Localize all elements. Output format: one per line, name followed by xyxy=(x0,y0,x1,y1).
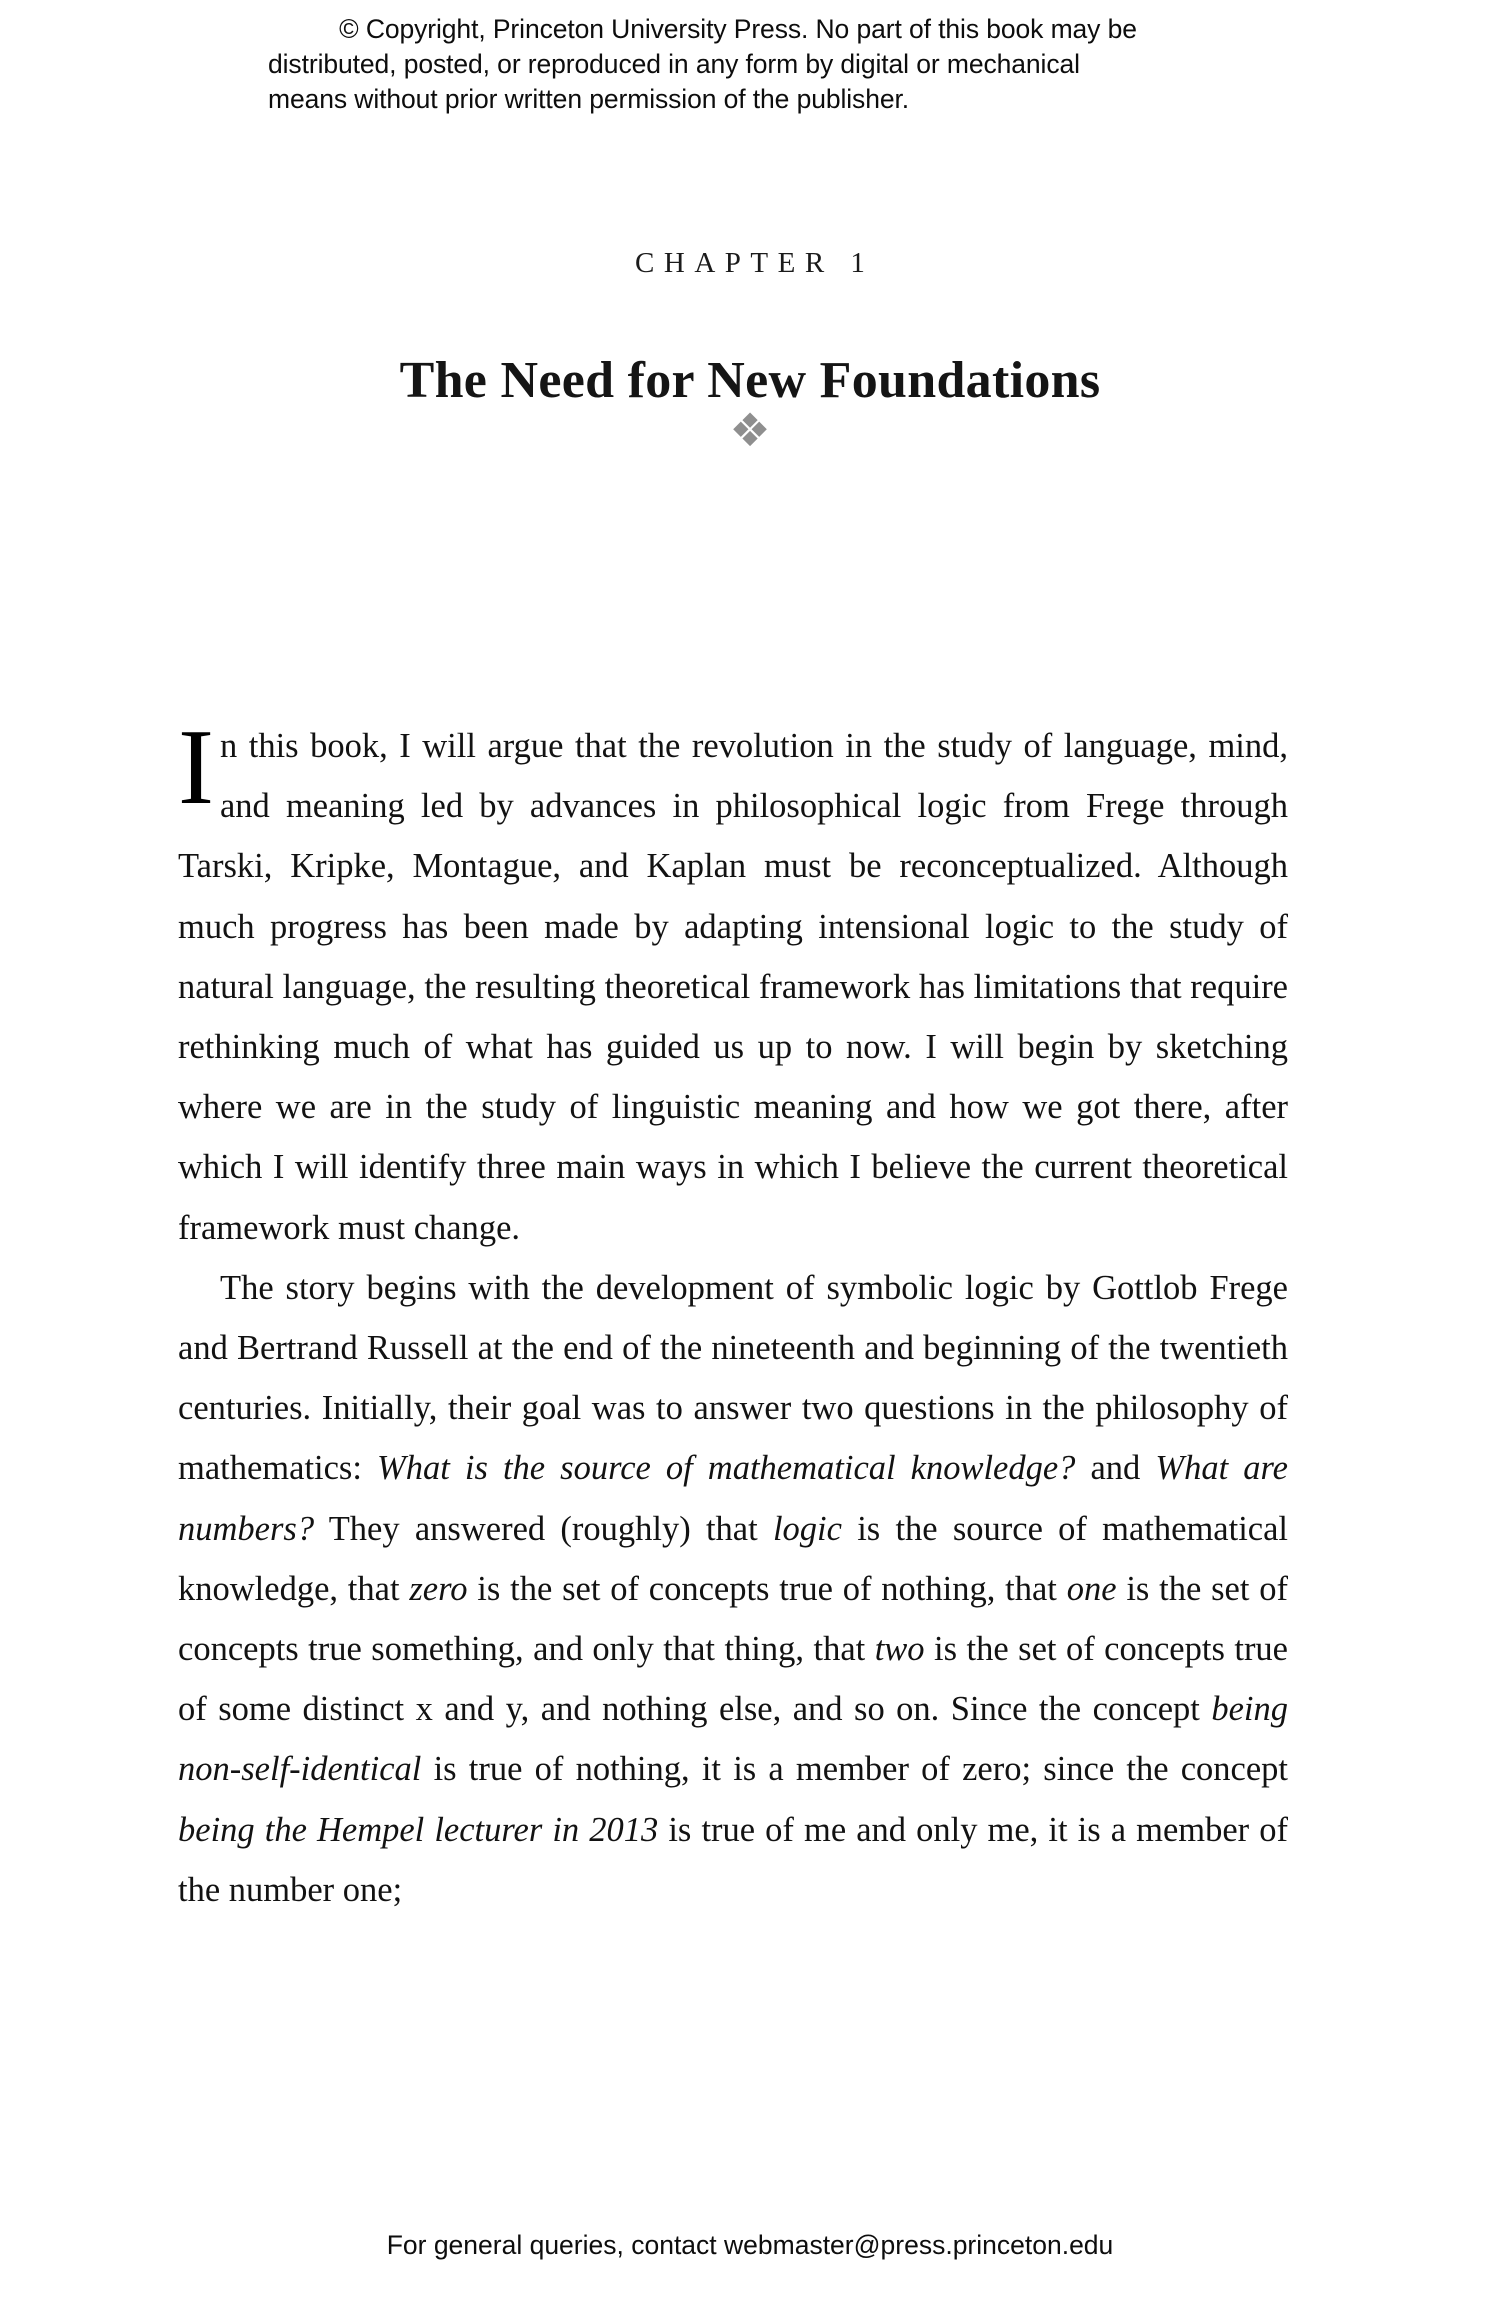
copyright-line-1: © Copyright, Princeton University Press. No part of this book may be xyxy=(339,14,1137,44)
p2-seg-12: is the set of concepts true of some distinct x and y, and nothing else, and so on. Since the concept xyxy=(178,1630,1288,1729)
chapter-label: CHAPTER 1 xyxy=(635,247,875,279)
drop-cap: I xyxy=(178,708,214,827)
paragraph-second xyxy=(178,1258,1288,1920)
body-text xyxy=(178,708,1288,1920)
p2-seg-16: is true of me and only me, it is a member of the number one; xyxy=(178,1810,1288,1909)
copyright-line-3: means without prior written permission of the publisher. xyxy=(268,84,910,114)
p2-seg-10: is the set of concepts true something, and only that thing, that xyxy=(178,1569,1288,1669)
p2-seg-6: is the source of mathematical knowledge, that xyxy=(178,1509,1288,1608)
page-title: The Need for New Foundations xyxy=(399,351,1101,409)
p2-seg-4: They answered (roughly) that xyxy=(314,1509,773,1548)
copyright-notice xyxy=(268,12,1208,117)
paragraph-first xyxy=(178,708,1288,1258)
p2-seg-13: being non-self-identical xyxy=(178,1690,1288,1789)
footer-query-note: For general queries, contact webmaster@press.princeton.edu xyxy=(386,2230,1114,2260)
copyright-line-2: distributed, posted, or reproduced in any form by digital or mechanical xyxy=(268,49,1080,79)
p2-seg-15: being the Hempel lecturer in 2013 xyxy=(178,1810,659,1849)
p2-seg-14: is true of nothing, it is a member of zero; since the concept xyxy=(421,1750,1288,1789)
p2-seg-1: What is the source of mathematical knowledge? xyxy=(377,1449,1076,1488)
diamond-ornament-icon: ❖ xyxy=(729,403,771,457)
paragraph-1-text: n this book, I will argue that the revolution in the study of language, mind, and meaning led by advances in philosophical logic from Frege through Tarski, Kripke, Montague, and Kaplan must be reconceptualized. Although much progress has been made by adapting intensional logic to the study of natural language, the resulting theoretical framework has limitations that require rethinking much of what has guided us up to now. I will begin by sketching where we are in the study of linguistic meaning and how we got there, after which I will identify three main ways in which I believe the current theoretical framework must change. xyxy=(178,727,1288,1247)
p2-seg-7: zero xyxy=(409,1569,468,1608)
p2-seg-9: one xyxy=(1066,1569,1117,1608)
p2-seg-5: logic xyxy=(772,1509,842,1548)
p2-seg-8: is the set of concepts true of nothing, that xyxy=(467,1569,1067,1608)
p2-seg-3: What are numbers? xyxy=(178,1449,1288,1548)
p2-seg-2: and xyxy=(1075,1449,1156,1488)
p2-seg-0: The story begins with the development of symbolic logic by Gottlob Frege and Bertrand Russell at the end of the nineteenth and beginning of the twentieth centuries. Initially, their goal was to answer two questions in the philosophy of mathematics: xyxy=(178,1268,1288,1488)
p2-seg-11: two xyxy=(874,1630,925,1669)
